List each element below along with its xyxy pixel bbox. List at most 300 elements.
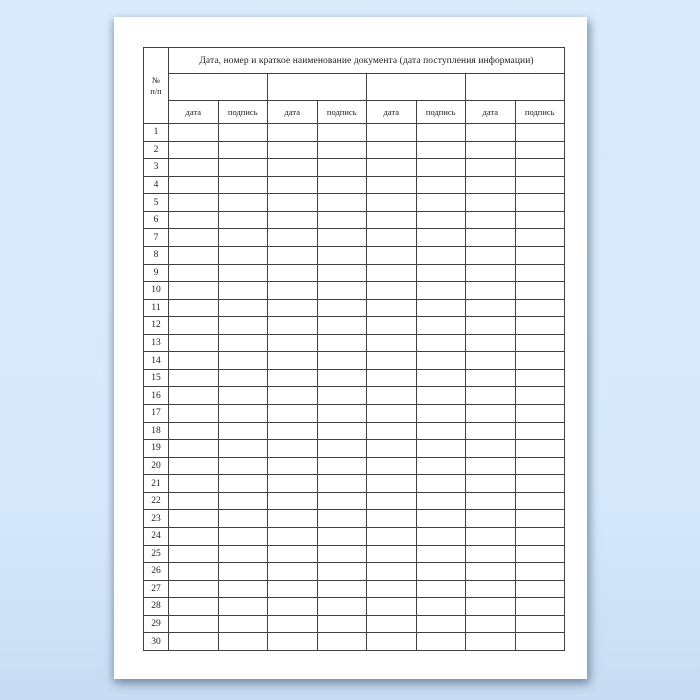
row-number: 1: [144, 124, 169, 142]
empty-cell: [367, 457, 417, 475]
empty-cell: [367, 492, 417, 510]
empty-cell: [466, 282, 516, 300]
row-number: 17: [144, 405, 169, 423]
empty-cell: [268, 510, 318, 528]
empty-cell: [515, 440, 565, 458]
table-row: [144, 264, 565, 282]
empty-cell: [416, 264, 466, 282]
header-group-row: [144, 74, 565, 101]
row-number: 4: [144, 176, 169, 194]
table-row: [144, 563, 565, 581]
document-group-2-header: [268, 74, 367, 101]
empty-cell: [268, 211, 318, 229]
empty-cell: [466, 563, 516, 581]
empty-cell: [416, 527, 466, 545]
signature-header-2: подпись: [317, 101, 367, 124]
empty-cell: [169, 159, 219, 177]
table-row: [144, 475, 565, 493]
empty-cell: [218, 527, 268, 545]
empty-cell: [218, 369, 268, 387]
empty-cell: [367, 440, 417, 458]
empty-cell: [367, 264, 417, 282]
table-row: [144, 598, 565, 616]
empty-cell: [317, 422, 367, 440]
empty-cell: [466, 194, 516, 212]
empty-cell: [169, 141, 219, 159]
table-row: [144, 633, 565, 651]
empty-cell: [367, 580, 417, 598]
table-row: [144, 405, 565, 423]
empty-cell: [466, 457, 516, 475]
empty-cell: [218, 545, 268, 563]
empty-cell: [218, 194, 268, 212]
empty-cell: [515, 457, 565, 475]
empty-cell: [268, 422, 318, 440]
empty-cell: [169, 598, 219, 616]
empty-cell: [268, 598, 318, 616]
document-page: [114, 17, 587, 679]
row-number: 25: [144, 545, 169, 563]
empty-cell: [169, 510, 219, 528]
empty-cell: [317, 317, 367, 335]
table-row: [144, 246, 565, 264]
empty-cell: [515, 124, 565, 142]
empty-cell: [218, 440, 268, 458]
table-row: [144, 124, 565, 142]
date-header-1: дата: [169, 101, 219, 124]
empty-cell: [317, 334, 367, 352]
empty-cell: [367, 475, 417, 493]
empty-cell: [367, 563, 417, 581]
empty-cell: [268, 352, 318, 370]
empty-cell: [317, 405, 367, 423]
empty-cell: [416, 229, 466, 247]
empty-cell: [367, 159, 417, 177]
empty-cell: [466, 229, 516, 247]
empty-cell: [218, 282, 268, 300]
signature-header-1: подпись: [218, 101, 268, 124]
empty-cell: [218, 598, 268, 616]
empty-cell: [169, 633, 219, 651]
empty-cell: [317, 246, 367, 264]
empty-cell: [367, 615, 417, 633]
empty-cell: [515, 299, 565, 317]
empty-cell: [268, 580, 318, 598]
empty-cell: [218, 264, 268, 282]
empty-cell: [268, 264, 318, 282]
table-row: [144, 422, 565, 440]
empty-cell: [268, 317, 318, 335]
empty-cell: [466, 633, 516, 651]
empty-cell: [268, 194, 318, 212]
empty-cell: [466, 352, 516, 370]
empty-cell: [515, 176, 565, 194]
empty-cell: [218, 246, 268, 264]
empty-cell: [515, 492, 565, 510]
empty-cell: [416, 545, 466, 563]
row-number-header-line1: №: [151, 74, 161, 85]
empty-cell: [169, 580, 219, 598]
empty-cell: [416, 492, 466, 510]
empty-cell: [169, 211, 219, 229]
table-row: [144, 141, 565, 159]
empty-cell: [515, 369, 565, 387]
empty-cell: [169, 194, 219, 212]
empty-cell: [169, 563, 219, 581]
empty-cell: [169, 176, 219, 194]
empty-cell: [466, 387, 516, 405]
empty-cell: [466, 440, 516, 458]
empty-cell: [367, 405, 417, 423]
empty-cell: [515, 246, 565, 264]
empty-cell: [466, 176, 516, 194]
row-number: 15: [144, 369, 169, 387]
empty-cell: [515, 194, 565, 212]
row-number: 9: [144, 264, 169, 282]
empty-cell: [317, 440, 367, 458]
empty-cell: [317, 229, 367, 247]
empty-cell: [218, 475, 268, 493]
empty-cell: [367, 598, 417, 616]
signature-header-3: подпись: [416, 101, 466, 124]
empty-cell: [416, 457, 466, 475]
empty-cell: [317, 563, 367, 581]
empty-cell: [515, 352, 565, 370]
empty-cell: [268, 159, 318, 177]
empty-cell: [515, 510, 565, 528]
empty-cell: [218, 387, 268, 405]
document-group-1-header: [169, 74, 268, 101]
table-row: [144, 317, 565, 335]
empty-cell: [218, 492, 268, 510]
empty-cell: [268, 124, 318, 142]
empty-cell: [169, 282, 219, 300]
empty-cell: [169, 124, 219, 142]
empty-cell: [169, 440, 219, 458]
empty-cell: [268, 633, 318, 651]
empty-cell: [367, 527, 417, 545]
empty-cell: [169, 527, 219, 545]
empty-cell: [416, 299, 466, 317]
row-number: 22: [144, 492, 169, 510]
empty-cell: [268, 176, 318, 194]
empty-cell: [268, 405, 318, 423]
empty-cell: [218, 159, 268, 177]
empty-cell: [416, 352, 466, 370]
empty-cell: [416, 141, 466, 159]
empty-cell: [367, 194, 417, 212]
empty-cell: [416, 159, 466, 177]
header-title-row: [144, 48, 565, 74]
empty-cell: [515, 615, 565, 633]
empty-cell: [317, 580, 367, 598]
document-group-4-header: [466, 74, 565, 101]
empty-cell: [169, 369, 219, 387]
empty-cell: [466, 475, 516, 493]
empty-cell: [268, 246, 318, 264]
empty-cell: [317, 141, 367, 159]
row-number: 19: [144, 440, 169, 458]
empty-cell: [466, 317, 516, 335]
table-row: [144, 229, 565, 247]
empty-cell: [317, 510, 367, 528]
empty-cell: [416, 246, 466, 264]
empty-cell: [218, 457, 268, 475]
empty-cell: [515, 580, 565, 598]
empty-cell: [169, 615, 219, 633]
empty-cell: [317, 492, 367, 510]
row-number: 2: [144, 141, 169, 159]
empty-cell: [515, 229, 565, 247]
empty-cell: [466, 422, 516, 440]
row-number: 10: [144, 282, 169, 300]
table-row: [144, 299, 565, 317]
empty-cell: [169, 387, 219, 405]
empty-cell: [416, 211, 466, 229]
empty-cell: [515, 405, 565, 423]
empty-cell: [169, 352, 219, 370]
empty-cell: [466, 492, 516, 510]
empty-cell: [367, 141, 417, 159]
empty-cell: [317, 527, 367, 545]
empty-cell: [218, 510, 268, 528]
empty-cell: [416, 176, 466, 194]
empty-cell: [515, 598, 565, 616]
empty-cell: [317, 598, 367, 616]
table-row: [144, 545, 565, 563]
empty-cell: [416, 369, 466, 387]
empty-cell: [268, 334, 318, 352]
empty-cell: [218, 229, 268, 247]
empty-cell: [169, 457, 219, 475]
empty-cell: [466, 405, 516, 423]
empty-cell: [317, 299, 367, 317]
empty-cell: [169, 475, 219, 493]
empty-cell: [515, 264, 565, 282]
empty-cell: [416, 440, 466, 458]
date-header-3: дата: [367, 101, 417, 124]
empty-cell: [367, 633, 417, 651]
empty-cell: [515, 633, 565, 651]
row-number: 3: [144, 159, 169, 177]
row-number: 5: [144, 194, 169, 212]
empty-cell: [367, 545, 417, 563]
empty-cell: [268, 615, 318, 633]
empty-cell: [268, 440, 318, 458]
empty-cell: [268, 299, 318, 317]
table-row: [144, 457, 565, 475]
empty-cell: [268, 492, 318, 510]
empty-cell: [317, 457, 367, 475]
date-header-2: дата: [268, 101, 318, 124]
empty-cell: [466, 615, 516, 633]
empty-cell: [218, 405, 268, 423]
empty-cell: [367, 282, 417, 300]
empty-cell: [416, 580, 466, 598]
empty-cell: [466, 264, 516, 282]
empty-cell: [218, 176, 268, 194]
empty-cell: [169, 492, 219, 510]
empty-cell: [416, 633, 466, 651]
table-title: Дата, номер и краткое наименование документа (дата поступления информации): [169, 48, 565, 74]
signature-header-4: подпись: [515, 101, 565, 124]
empty-cell: [515, 141, 565, 159]
empty-cell: [367, 510, 417, 528]
empty-cell: [515, 545, 565, 563]
empty-cell: [515, 159, 565, 177]
empty-cell: [367, 352, 417, 370]
row-number: 18: [144, 422, 169, 440]
row-number-header-line2: п/п: [150, 85, 162, 96]
empty-cell: [515, 475, 565, 493]
empty-cell: [317, 352, 367, 370]
table-row: [144, 387, 565, 405]
empty-cell: [466, 124, 516, 142]
empty-cell: [268, 545, 318, 563]
empty-cell: [218, 422, 268, 440]
empty-cell: [169, 264, 219, 282]
row-number: 26: [144, 563, 169, 581]
empty-cell: [367, 124, 417, 142]
empty-cell: [416, 615, 466, 633]
table-row: [144, 194, 565, 212]
empty-cell: [367, 246, 417, 264]
table-row: [144, 352, 565, 370]
row-number: 16: [144, 387, 169, 405]
empty-cell: [416, 563, 466, 581]
row-number: 27: [144, 580, 169, 598]
empty-cell: [169, 405, 219, 423]
empty-cell: [367, 387, 417, 405]
empty-cell: [466, 334, 516, 352]
empty-cell: [466, 211, 516, 229]
table-row: [144, 211, 565, 229]
empty-cell: [416, 405, 466, 423]
empty-cell: [466, 299, 516, 317]
empty-cell: [169, 317, 219, 335]
empty-cell: [515, 211, 565, 229]
empty-cell: [169, 545, 219, 563]
document-group-3-header: [367, 74, 466, 101]
table-row: [144, 440, 565, 458]
empty-cell: [416, 475, 466, 493]
table-row: [144, 369, 565, 387]
empty-cell: [317, 194, 367, 212]
table-row: [144, 527, 565, 545]
empty-cell: [515, 422, 565, 440]
empty-cell: [169, 229, 219, 247]
empty-cell: [218, 211, 268, 229]
row-number: 21: [144, 475, 169, 493]
row-number: 29: [144, 615, 169, 633]
empty-cell: [169, 422, 219, 440]
table-row: [144, 334, 565, 352]
empty-cell: [515, 387, 565, 405]
empty-cell: [466, 510, 516, 528]
empty-cell: [268, 141, 318, 159]
empty-cell: [416, 124, 466, 142]
row-number: 30: [144, 633, 169, 651]
empty-cell: [317, 369, 367, 387]
table-row: [144, 580, 565, 598]
empty-cell: [416, 282, 466, 300]
empty-cell: [169, 334, 219, 352]
table-row: [144, 510, 565, 528]
empty-cell: [218, 299, 268, 317]
empty-cell: [169, 299, 219, 317]
empty-cell: [466, 369, 516, 387]
empty-cell: [218, 615, 268, 633]
empty-cell: [317, 633, 367, 651]
table-row: [144, 176, 565, 194]
empty-cell: [317, 264, 367, 282]
empty-cell: [367, 317, 417, 335]
empty-cell: [416, 194, 466, 212]
empty-cell: [268, 369, 318, 387]
empty-cell: [367, 229, 417, 247]
empty-cell: [317, 475, 367, 493]
empty-cell: [218, 141, 268, 159]
empty-cell: [466, 159, 516, 177]
empty-cell: [317, 159, 367, 177]
empty-cell: [317, 282, 367, 300]
row-number-column-header: [144, 48, 169, 124]
table-row: [144, 615, 565, 633]
empty-cell: [268, 229, 318, 247]
empty-cell: [367, 211, 417, 229]
empty-cell: [515, 563, 565, 581]
row-number: 11: [144, 299, 169, 317]
empty-cell: [268, 282, 318, 300]
empty-cell: [466, 598, 516, 616]
empty-cell: [268, 563, 318, 581]
row-number: 12: [144, 317, 169, 335]
empty-cell: [416, 334, 466, 352]
empty-cell: [466, 580, 516, 598]
empty-cell: [268, 475, 318, 493]
row-number: 8: [144, 246, 169, 264]
document-register-table: [143, 47, 565, 651]
empty-cell: [416, 317, 466, 335]
header-sub-row: [144, 101, 565, 124]
empty-cell: [218, 633, 268, 651]
empty-cell: [268, 457, 318, 475]
row-number: 14: [144, 352, 169, 370]
empty-cell: [416, 598, 466, 616]
row-number: 7: [144, 229, 169, 247]
empty-cell: [367, 299, 417, 317]
empty-cell: [515, 282, 565, 300]
empty-cell: [515, 317, 565, 335]
empty-cell: [515, 334, 565, 352]
empty-cell: [466, 527, 516, 545]
empty-cell: [416, 510, 466, 528]
empty-cell: [268, 527, 318, 545]
table-row: [144, 282, 565, 300]
row-number: 24: [144, 527, 169, 545]
empty-cell: [218, 334, 268, 352]
row-number: 23: [144, 510, 169, 528]
empty-cell: [367, 369, 417, 387]
empty-cell: [218, 563, 268, 581]
empty-cell: [317, 211, 367, 229]
empty-cell: [416, 387, 466, 405]
empty-cell: [317, 545, 367, 563]
date-header-4: дата: [466, 101, 516, 124]
empty-cell: [466, 545, 516, 563]
row-number: 6: [144, 211, 169, 229]
row-number: 28: [144, 598, 169, 616]
